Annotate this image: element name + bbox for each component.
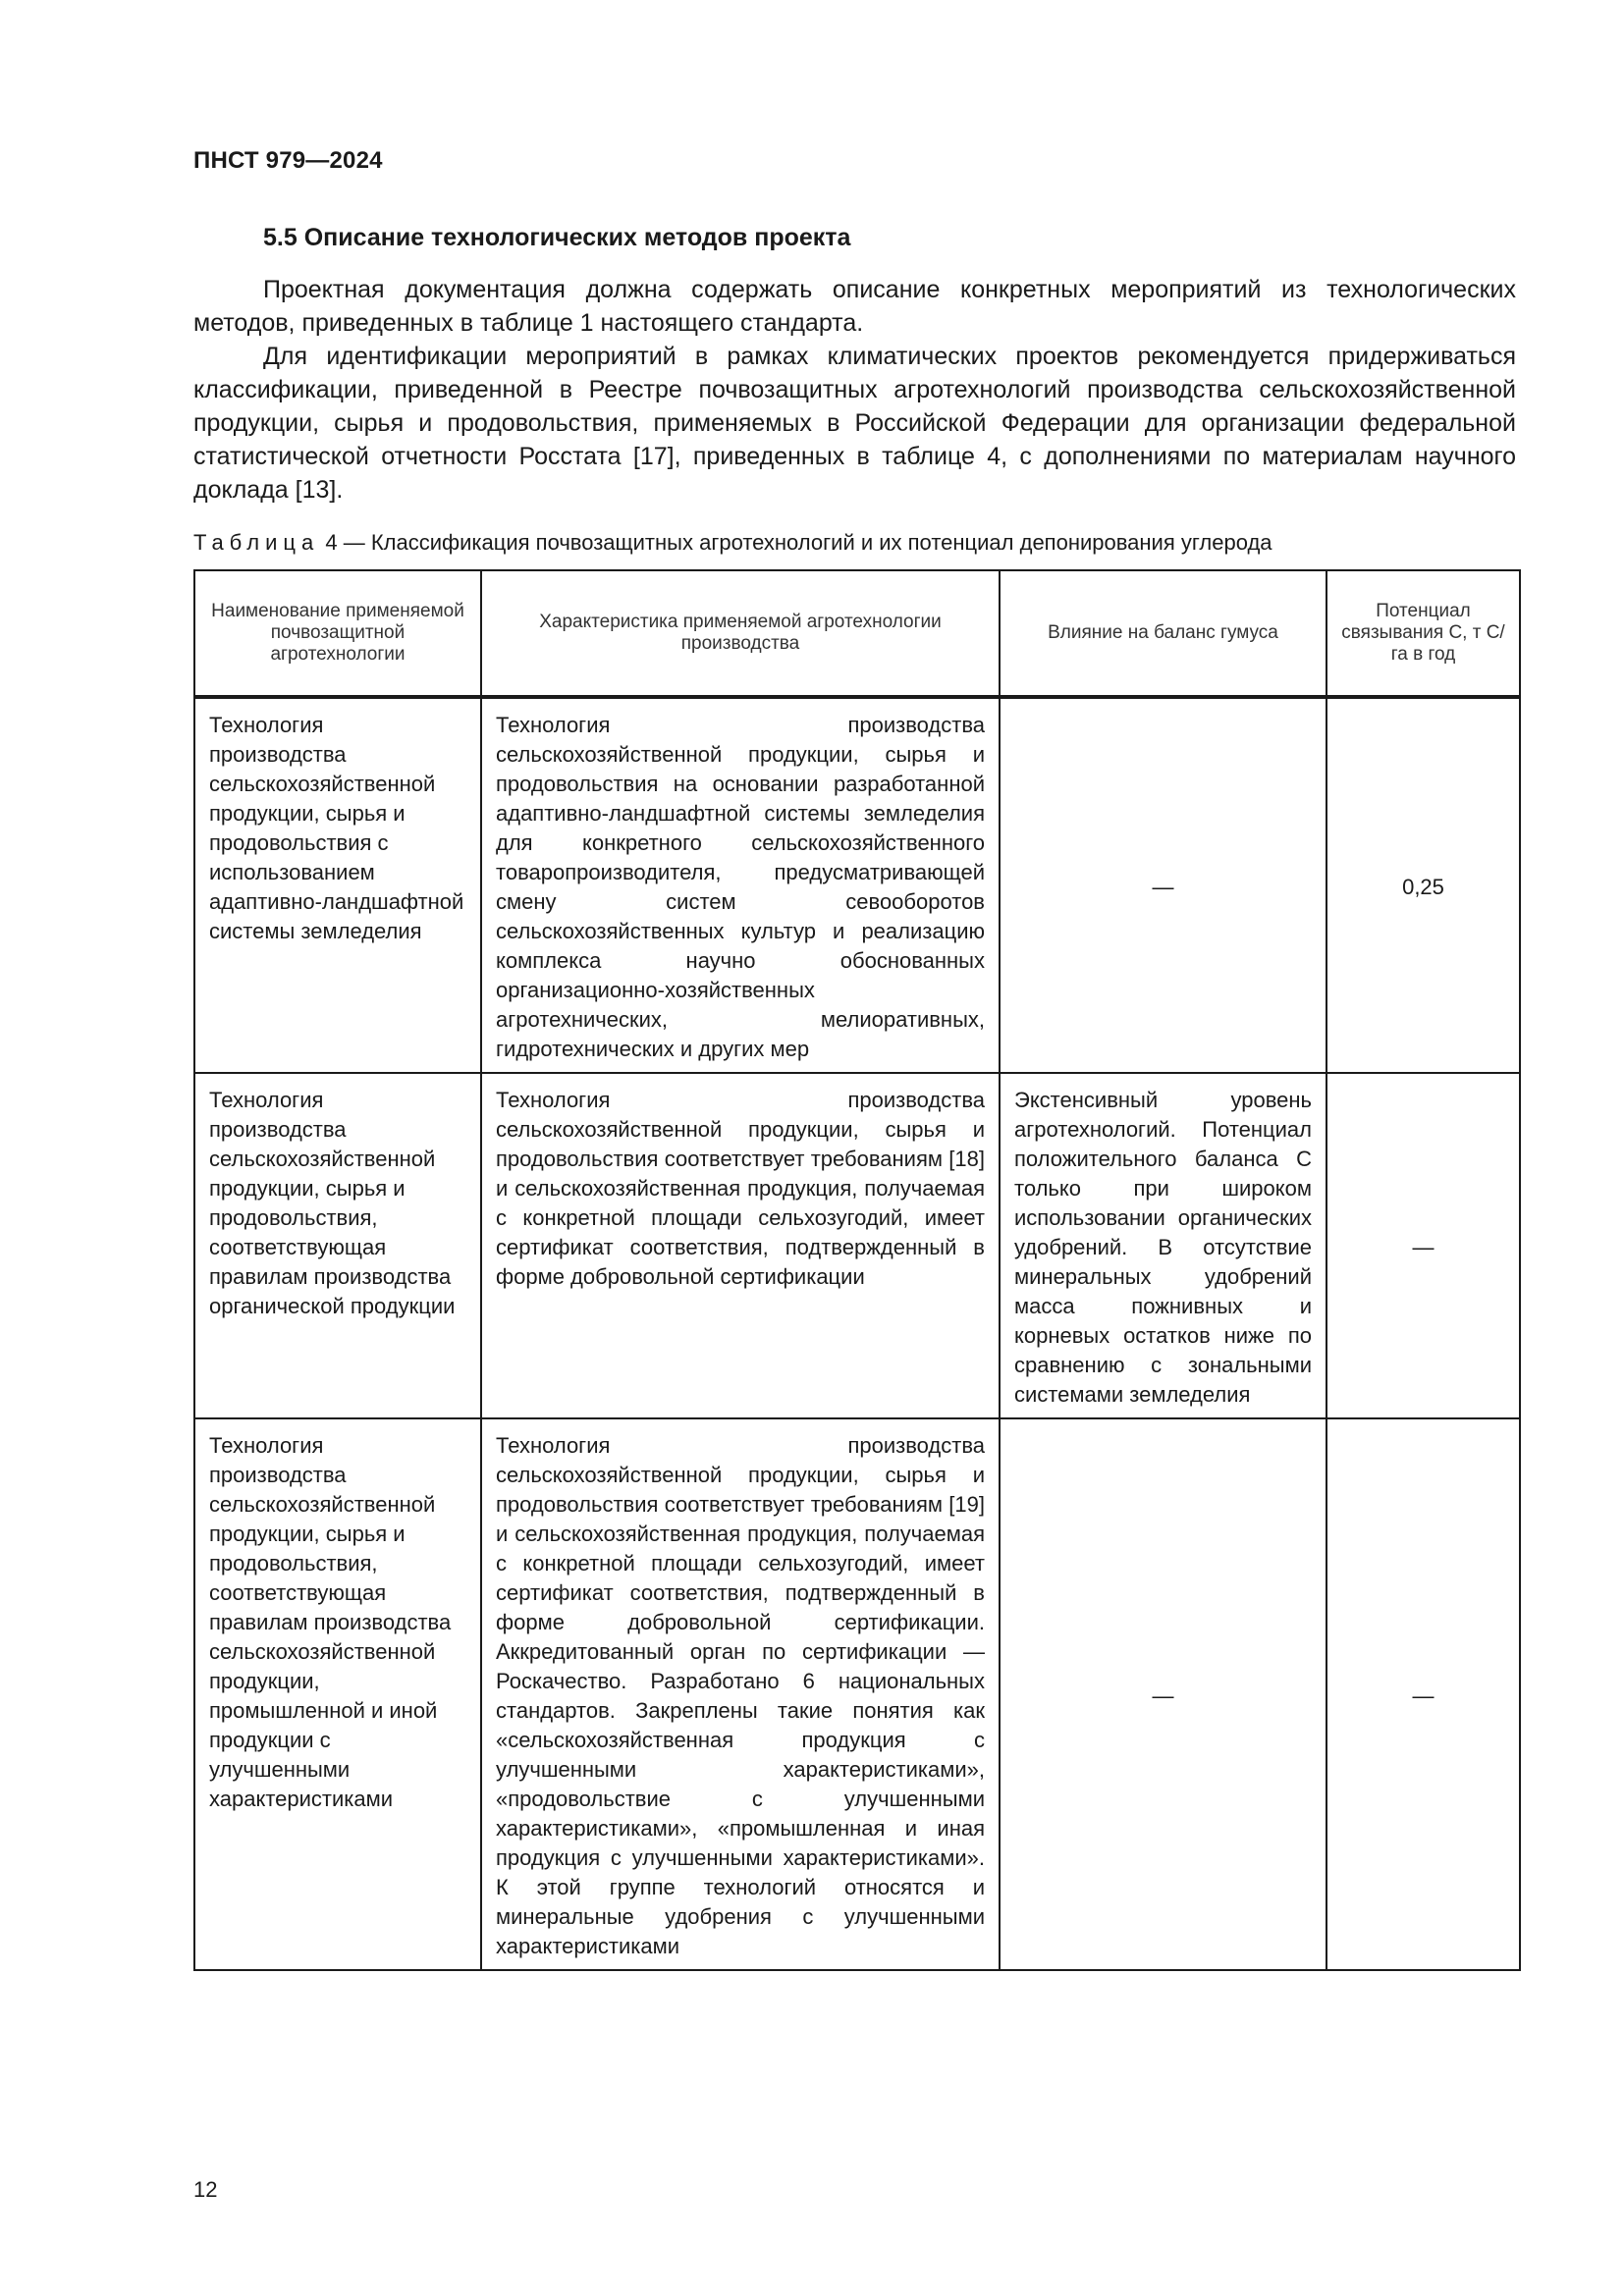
cell-humus: Экстенсивный уровень агротехнологий. Потенциал положительного баланса С только при широком использовании органических удобрений. В отсутствие минеральных удобрений масса пожнивных и корневых остатков ниже по сравнению с зональными системами земледелия [1000,1073,1326,1418]
column-header-characteristic: Характеристика применяемой агротехнологии производства [481,570,1000,697]
cell-potential: — [1326,1418,1520,1970]
column-header-potential: Потенциал связывания С, т С/га в год [1326,570,1520,697]
table-row [194,1073,1520,1418]
cell-characteristic: Технология производства сельскохозяйственной продукции, сырья и продовольствия на основании разработанной адаптивно-ландшафтной системы земледелия для конкретного сельскохозяйственного товаропроизводителя, предусматривающей смену систем севооборотов сельскохозяйственных культур и реализацию комплекса научно обоснованных организационно-хозяйственных агротехнических, мелиоративных, гидротехнических и других мер [481,697,1000,1073]
cell-name: Технология производства сельскохозяйственной продукции, сырья и продовольствия, соответствующая правилам производства органической продукции [194,1073,481,1418]
cell-humus: — [1000,1418,1326,1970]
cell-name: Технология производства сельскохозяйственной продукции, сырья и продовольствия, соответствующая правилам производства сельскохозяйственной продукции, промышленной и иной продукции с улучшенными характеристиками [194,1418,481,1970]
cell-name: Технология производства сельскохозяйственной продукции, сырья и продовольствия с использованием адаптивно-ландшафтной системы земледелия [194,697,481,1073]
table-caption-label: Таблица [193,530,320,555]
classification-table [193,569,1521,1971]
table-caption [193,530,1272,556]
cell-potential: 0,25 [1326,697,1520,1073]
page-number: 12 [193,2177,218,2202]
cell-potential: — [1326,1073,1520,1418]
table-row [194,1418,1520,1970]
cell-characteristic: Технология производства сельскохозяйственной продукции, сырья и продовольствия соответствует требованиям [19] и сельскохозяйственная продукция, получаемая с конкретной площади сельхозугодий, имеет сертификат соответствия, подтвержденный в форме добровольной сертификации. Аккредитованный орган по сертификации — Роскачество. Разработано 6 национальных стандартов. Закреплены такие понятия как «сельскохозяйственная продукция с улучшенными характеристиками», «продовольствие с улучшенными характеристиками», «промышленная и иная продукция с улучшенными характеристиками». К этой группе технологий относятся и минеральные удобрения с улучшенными характеристиками [481,1418,1000,1970]
cell-characteristic: Технология производства сельскохозяйственной продукции, сырья и продовольствия соответствует требованиям [18] и сельскохозяйственная продукция, получаемая с конкретной площади сельхозугодий, имеет сертификат соответствия, подтвержденный в форме добровольной сертификации [481,1073,1000,1418]
paragraph: Для идентификации мероприятий в рамках климатических проектов рекомендуется придерживаться классификации, приведенной в Реестре почвозащитных агротехнологий производства сельскохозяйственной продукции, сырья и продовольствия, применяемых в Российской Федерации для организации федеральной статистической отчетности Росстата [17], приведенных в таблице 4, с дополнениями по материалам научного доклада [13]. [193,343,1516,504]
section-heading: 5.5 Описание технологических методов проекта [263,224,851,251]
table-caption-text: 4 — Классификация почвозащитных агротехнологий и их потенциал депонирования углерода [319,530,1272,555]
cell-humus: — [1000,697,1326,1073]
paragraph: Проектная документация должна содержать описание конкретных мероприятий из технологических методов, приведенных в таблице 1 настоящего стандарта. [193,276,1516,337]
table-header-row [194,570,1520,697]
column-header-name: Наименование применяемой почвозащитной агротехнологии [194,570,481,697]
document-code: ПНСТ 979—2024 [193,147,383,174]
column-header-humus: Влияние на баланс гумуса [1000,570,1326,697]
table-row [194,697,1520,1073]
